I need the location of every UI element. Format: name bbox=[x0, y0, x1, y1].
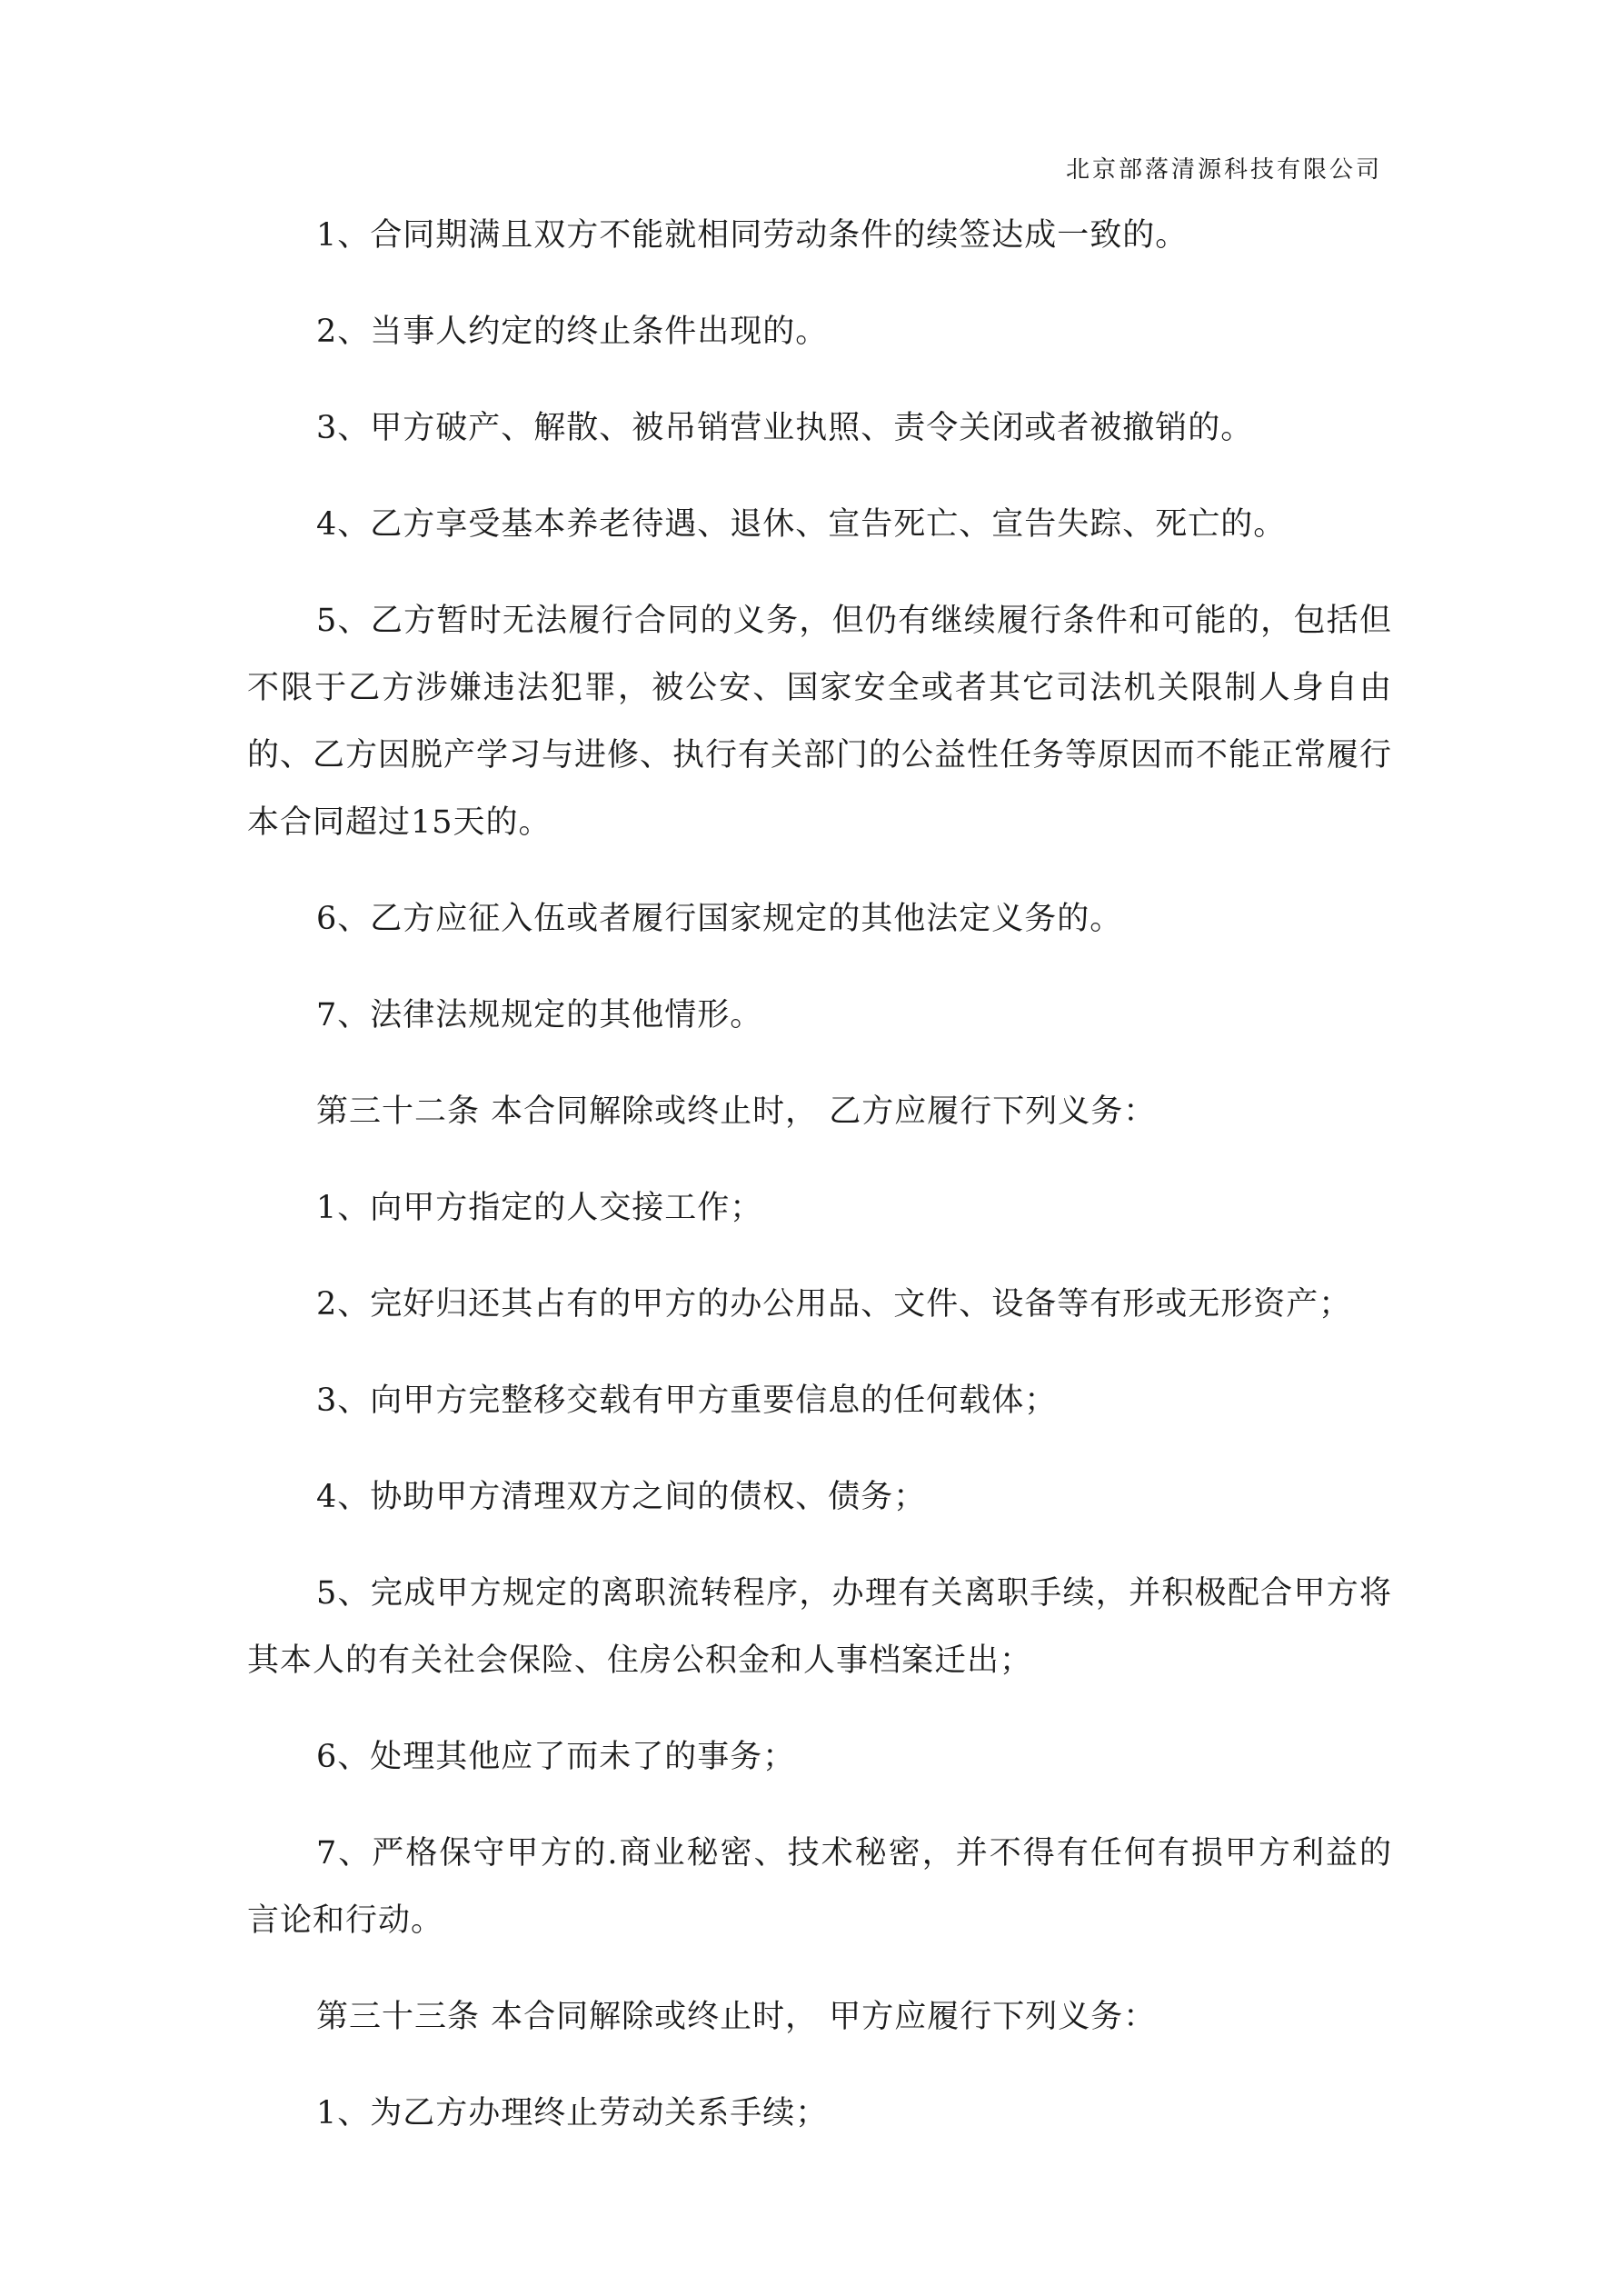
paragraph: 4、乙方享受基本养老待遇、退休、宣告死亡、宣告失踪、死亡的。 bbox=[316, 506, 1287, 543]
paragraph: 7、法律法规规定的其他情形。 bbox=[316, 997, 763, 1033]
company-header: 北京部落清源科技有限公司 bbox=[1065, 156, 1382, 184]
article-heading: 第三十二条 本合同解除或终止时， 乙方应履行下列义务： bbox=[316, 1093, 1157, 1130]
article-heading: 第三十三条 本合同解除或终止时， 甲方应履行下列义务： bbox=[316, 1999, 1157, 2035]
paragraph: 6、处理其他应了而未了的事务； bbox=[316, 1739, 796, 1775]
paragraph: 3、向甲方完整移交载有甲方重要信息的任何载体； bbox=[316, 1383, 1058, 1419]
paragraph: 1、合同期满且双方不能就相同劳动条件的续签达成一致的。 bbox=[316, 217, 1189, 254]
paragraph: 3、甲方破产、解散、被吊销营业执照、责令关闭或者被撤销的。 bbox=[316, 410, 1254, 446]
paragraph: 7、严格保守甲方的.商业秘密、技术秘密，并不得有任何有损甲方利益的言论和行动。 bbox=[247, 1835, 1392, 1939]
paragraph: 1、向甲方指定的人交接工作； bbox=[316, 1190, 763, 1226]
paragraph: 2、完好归还其占有的甲方的办公用品、文件、设备等有形或无形资产； bbox=[316, 1286, 1352, 1323]
paragraph: 6、乙方应征入伍或者履行国家规定的其他法定义务的。 bbox=[316, 901, 1123, 937]
paragraph: 1、为乙方办理终止劳动关系手续； bbox=[316, 2095, 829, 2131]
paragraph: 5、乙方暂时无法履行合同的义务，但仍有继续履行条件和可能的，包括但不限于乙方涉嫌违法犯罪，被公安、国家安全或者其它司法机关限制人身自由的、乙方因脱产学习与进修、执行有关部门的公益性任务等原因而不能正常履行本合同超过15天的。 bbox=[247, 603, 1393, 841]
paragraph: 4、协助甲方清理双方之间的债权、债务； bbox=[316, 1479, 927, 1515]
paragraph: 5、完成甲方规定的离职流转程序，办理有关离职手续，并积极配合甲方将其本人的有关社会保险、住房公积金和人事档案迁出； bbox=[247, 1575, 1392, 1679]
paragraph: 2、当事人约定的终止条件出现的。 bbox=[316, 314, 829, 350]
document-body bbox=[247, 202, 1392, 2147]
